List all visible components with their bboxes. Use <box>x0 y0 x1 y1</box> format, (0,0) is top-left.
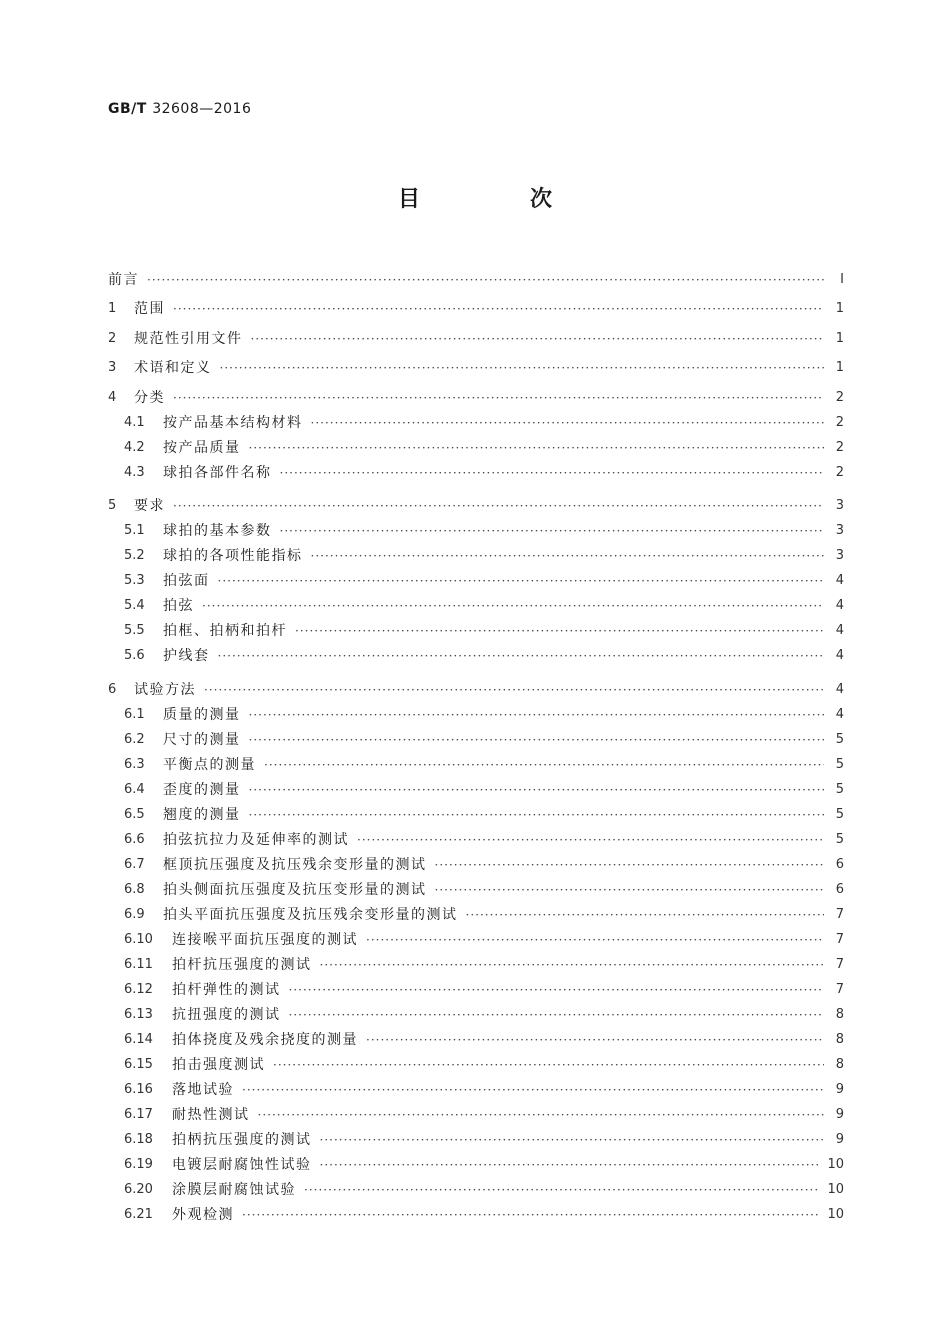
toc-entry-label: 耐热性测试 <box>172 1106 250 1123</box>
toc-entry[interactable] <box>108 1125 844 1150</box>
toc-entry-label: 连接喉平面抗压强度的测试 <box>172 931 358 948</box>
toc-entry[interactable] <box>108 700 844 725</box>
toc-entry[interactable] <box>108 566 844 591</box>
toc-entry-label: 歪度的测量 <box>163 781 241 798</box>
toc-entry-label: 按产品基本结构材料 <box>163 414 303 431</box>
toc-leader-dots <box>242 1205 819 1225</box>
toc-entry-number: 6 <box>108 681 117 697</box>
toc-leader-dots <box>273 1055 824 1075</box>
toc-entry-page: 7 <box>835 931 844 947</box>
toc-title: 目 次 <box>397 187 596 212</box>
toc-entry-label: 拍击强度测试 <box>172 1056 265 1073</box>
toc-entry-page: Ⅰ <box>840 271 844 287</box>
toc-entry-number: 6.13 <box>124 1006 153 1022</box>
toc-entry-label: 外观检测 <box>172 1206 234 1223</box>
toc-entry-label: 拍头平面抗压强度及抗压残余变形量的测试 <box>163 906 458 923</box>
toc-entry-number: 4 <box>108 389 117 405</box>
toc-entry-number: 6.19 <box>124 1156 153 1172</box>
toc-entry-page: 5 <box>835 806 844 822</box>
toc-entry[interactable] <box>108 641 844 666</box>
toc-entry-page: 9 <box>835 1131 844 1147</box>
toc-entry-number: 6.8 <box>124 881 145 897</box>
toc-entry-number: 6.14 <box>124 1031 153 1047</box>
toc-entry-page: 3 <box>835 498 844 513</box>
toc-entry-number: 6.12 <box>124 981 153 997</box>
toc-entry-number: 6.15 <box>124 1056 153 1072</box>
toc-entry[interactable] <box>108 925 844 950</box>
toc-leader-dots <box>366 1030 824 1050</box>
toc-entry-number: 6.17 <box>124 1106 153 1122</box>
toc-leader-dots <box>249 805 825 825</box>
toc-leader-dots <box>320 1130 825 1150</box>
toc-entry-page: 6 <box>835 856 844 872</box>
document-code-number: 32608—2016 <box>152 101 252 117</box>
toc-entry-page: 5 <box>835 781 844 797</box>
toc-entry-label: 要求 <box>134 498 165 514</box>
toc-entry-label: 拍弦抗拉力及延伸率的测试 <box>163 831 349 848</box>
toc-entry[interactable] <box>108 950 844 975</box>
toc-entry-number: 6.10 <box>124 931 153 947</box>
toc-leader-dots <box>202 596 824 616</box>
toc-entry-page: 8 <box>835 1006 844 1022</box>
toc-entry-label: 试验方法 <box>134 681 196 698</box>
toc-entry-label: 尺寸的测量 <box>163 731 241 748</box>
toc-entry[interactable] <box>108 800 844 825</box>
toc-entry-label: 翘度的测量 <box>163 806 241 823</box>
toc-entry-label: 拍头侧面抗压强度及抗压变形量的测试 <box>163 881 427 898</box>
toc-leader-dots <box>435 855 825 875</box>
toc-leader-dots <box>435 880 825 900</box>
toc-entry[interactable] <box>108 850 844 875</box>
toc-entry-page: 4 <box>835 706 844 722</box>
table-of-contents <box>108 260 844 1225</box>
toc-leader-dots <box>147 270 824 290</box>
toc-entry[interactable] <box>108 433 844 458</box>
toc-entry[interactable] <box>108 349 844 379</box>
toc-entry-label: 拍框、拍柄和拍杆 <box>163 623 287 639</box>
toc-entry[interactable] <box>108 1200 844 1225</box>
toc-entry[interactable] <box>108 1025 844 1050</box>
toc-entry-page: 5 <box>835 731 844 747</box>
toc-leader-dots <box>249 780 825 800</box>
toc-entry-number: 5.1 <box>124 523 145 538</box>
toc-leader-dots <box>218 646 825 666</box>
toc-entry-page: 3 <box>835 548 844 563</box>
toc-entry[interactable] <box>108 408 844 433</box>
toc-entry-page: 7 <box>835 981 844 997</box>
toc-leader-dots <box>320 1155 820 1175</box>
toc-leader-dots <box>173 388 824 408</box>
toc-entry-number: 3 <box>108 360 117 375</box>
toc-entry[interactable] <box>108 516 844 541</box>
toc-entry-label: 球拍的各项性能指标 <box>163 548 303 564</box>
toc-leader-dots <box>311 413 825 433</box>
toc-entry-page: 8 <box>835 1031 844 1047</box>
toc-leader-dots <box>258 1105 825 1125</box>
toc-entry-label: 抗扭强度的测试 <box>172 1006 281 1023</box>
toc-entry-label: 电镀层耐腐蚀性试验 <box>172 1156 312 1173</box>
toc-entry[interactable] <box>108 290 844 320</box>
toc-leader-dots <box>173 299 824 319</box>
toc-entry-page: 5 <box>835 831 844 847</box>
toc-entry[interactable] <box>108 487 844 517</box>
toc-entry-page: 10 <box>827 1156 844 1172</box>
toc-entry-label: 涂膜层耐腐蚀试验 <box>172 1181 296 1198</box>
toc-entry-label: 拍弦 <box>163 598 194 614</box>
toc-entry-label: 球拍的基本参数 <box>163 523 272 539</box>
toc-entry-page: 1 <box>835 301 844 316</box>
toc-entry[interactable] <box>108 591 844 616</box>
toc-entry-number: 1 <box>108 301 117 316</box>
toc-leader-dots <box>204 680 824 700</box>
toc-leader-dots <box>357 830 824 850</box>
toc-entry-number: 5.3 <box>124 573 145 588</box>
toc-entry-number: 6.16 <box>124 1081 153 1097</box>
toc-entry[interactable] <box>108 1150 844 1175</box>
toc-entry-number: 6.9 <box>124 906 145 922</box>
toc-entry-number: 6.21 <box>124 1206 153 1222</box>
toc-entry-number: 6.18 <box>124 1131 153 1147</box>
toc-entry[interactable] <box>108 1175 844 1200</box>
toc-entry[interactable] <box>108 1075 844 1100</box>
toc-entry-page: 4 <box>835 573 844 588</box>
toc-entry[interactable] <box>108 670 844 700</box>
toc-entry-number: 5.4 <box>124 598 145 613</box>
toc-entry-label: 术语和定义 <box>134 360 212 376</box>
toc-leader-dots <box>280 463 825 483</box>
toc-entry-number: 5.5 <box>124 623 145 638</box>
toc-entry-page: 7 <box>835 956 844 972</box>
toc-entry-label: 护线套 <box>163 648 210 664</box>
toc-leader-dots <box>295 621 824 641</box>
toc-entry-page: 4 <box>835 648 844 663</box>
toc-entry-number: 5.2 <box>124 548 145 563</box>
toc-entry-number: 5 <box>108 498 117 513</box>
toc-leader-dots <box>304 1180 819 1200</box>
toc-entry[interactable] <box>108 725 844 750</box>
toc-entry-label: 质量的测量 <box>163 706 241 723</box>
toc-entry-page: 9 <box>835 1081 844 1097</box>
toc-entry-label: 拍杆弹性的测试 <box>172 981 281 998</box>
toc-leader-dots <box>251 329 825 349</box>
toc-entry[interactable] <box>108 750 844 775</box>
toc-entry-number: 6.7 <box>124 856 145 872</box>
toc-entry-page: 10 <box>827 1181 844 1197</box>
toc-entry[interactable] <box>108 1050 844 1075</box>
toc-leader-dots <box>220 358 825 378</box>
toc-entry-number: 6.3 <box>124 756 145 772</box>
toc-entry[interactable] <box>108 1100 844 1125</box>
toc-entry-number: 6.11 <box>124 956 153 972</box>
toc-leader-dots <box>249 438 825 458</box>
toc-leader-dots <box>249 705 825 725</box>
document-code-prefix: GB/T <box>108 101 147 117</box>
toc-entry[interactable] <box>108 616 844 641</box>
toc-leader-dots <box>280 521 825 541</box>
toc-leader-dots <box>311 546 825 566</box>
toc-entry[interactable] <box>108 378 844 408</box>
toc-entry[interactable] <box>108 1000 844 1025</box>
toc-entry-page: 8 <box>835 1056 844 1072</box>
document-code <box>108 101 251 117</box>
toc-entry-label: 范围 <box>134 301 165 317</box>
toc-entry-page: 4 <box>835 623 844 638</box>
toc-leader-dots <box>320 955 825 975</box>
toc-leader-dots <box>173 496 824 516</box>
toc-leader-dots <box>249 730 825 750</box>
toc-entry[interactable] <box>108 541 844 566</box>
toc-entry[interactable] <box>108 260 844 290</box>
toc-entry-page: 10 <box>827 1206 844 1222</box>
toc-entry-page: 6 <box>835 881 844 897</box>
toc-entry-number: 4.1 <box>124 414 145 430</box>
toc-leader-dots <box>218 571 825 591</box>
toc-leader-dots <box>466 905 825 925</box>
toc-entry-number: 6.20 <box>124 1181 153 1197</box>
toc-entry-page: 2 <box>835 414 844 430</box>
toc-entry-label: 拍体挠度及残余挠度的测量 <box>172 1031 358 1048</box>
toc-entry[interactable] <box>108 975 844 1000</box>
toc-entry-label: 按产品质量 <box>163 439 241 456</box>
toc-entry-page: 4 <box>835 681 844 697</box>
toc-leader-dots <box>242 1080 824 1100</box>
toc-entry-number: 6.4 <box>124 781 145 797</box>
toc-entry-label: 规范性引用文件 <box>134 330 243 347</box>
toc-entry[interactable] <box>108 825 844 850</box>
toc-entry-page: 2 <box>835 389 844 405</box>
toc-entry-page: 2 <box>835 464 844 480</box>
toc-leader-dots <box>289 980 825 1000</box>
toc-entry-page: 7 <box>835 906 844 922</box>
toc-entry-page: 5 <box>835 756 844 772</box>
toc-entry[interactable] <box>108 319 844 349</box>
toc-entry-label: 平衡点的测量 <box>163 756 256 773</box>
toc-entry[interactable] <box>108 458 844 483</box>
toc-entry-page: 1 <box>835 330 844 346</box>
toc-entry-number: 4.3 <box>124 464 145 480</box>
toc-entry-label: 拍弦面 <box>163 573 210 589</box>
toc-entry-number: 2 <box>108 330 117 346</box>
toc-entry-label: 落地试验 <box>172 1081 234 1098</box>
toc-entry-page: 9 <box>835 1106 844 1122</box>
toc-entry-label: 球拍各部件名称 <box>163 464 272 481</box>
toc-entry-number: 6.5 <box>124 806 145 822</box>
toc-entry-page: 2 <box>835 439 844 455</box>
toc-entry-page: 1 <box>835 360 844 375</box>
toc-entry-label: 框顶抗压强度及抗压残余变形量的测试 <box>163 856 427 873</box>
toc-entry-page: 3 <box>835 523 844 538</box>
toc-entry-number: 6.1 <box>124 706 145 722</box>
toc-entry-number: 6.6 <box>124 831 145 847</box>
toc-entry[interactable] <box>108 875 844 900</box>
toc-entry-page: 4 <box>835 598 844 613</box>
toc-entry-number: 6.2 <box>124 731 145 747</box>
toc-entry-label: 拍柄抗压强度的测试 <box>172 1131 312 1148</box>
toc-entry[interactable] <box>108 900 844 925</box>
toc-entry-number: 4.2 <box>124 439 145 455</box>
toc-entry-label: 拍杆抗压强度的测试 <box>172 956 312 973</box>
toc-leader-dots <box>289 1005 825 1025</box>
toc-entry-label: 前言 <box>108 271 139 288</box>
toc-entry[interactable] <box>108 775 844 800</box>
toc-leader-dots <box>264 755 824 775</box>
toc-leader-dots <box>366 930 824 950</box>
toc-entry-number: 5.6 <box>124 648 145 663</box>
toc-entry-label: 分类 <box>134 389 165 406</box>
